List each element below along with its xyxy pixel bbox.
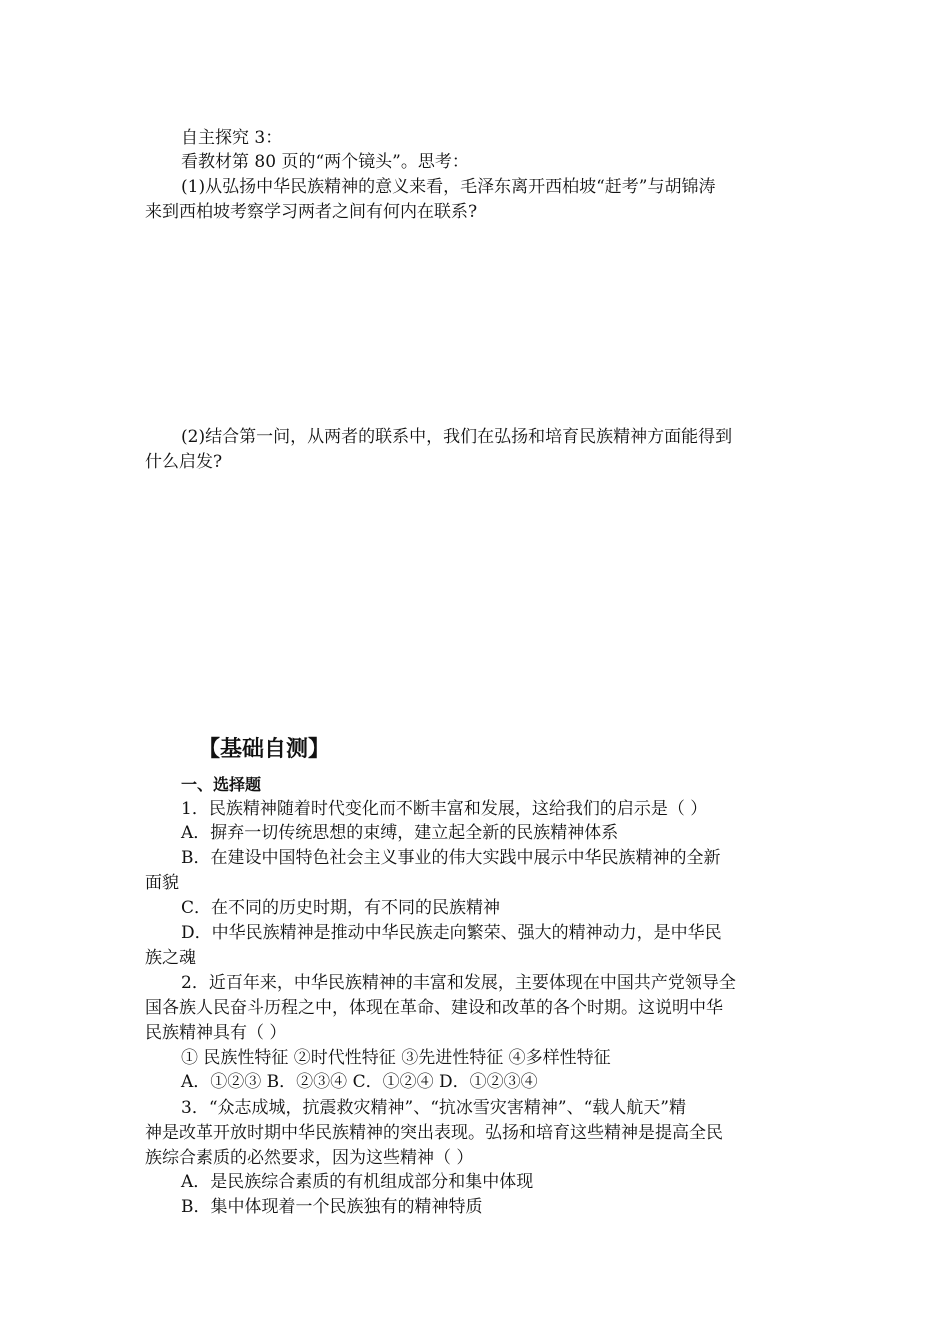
mc2-stem-line-3: 民族精神具有（ ） xyxy=(145,1023,287,1043)
mc2-options: A．①②③ B．②③④ C．①②④ D．①②③④ xyxy=(181,1072,538,1092)
explore-title: 自主探究 3： xyxy=(181,128,283,148)
question-1-line-2: 来到西柏坡考察学习两者之间有何内在联系? xyxy=(145,202,478,222)
section-heading: 【基础自测】 xyxy=(198,737,331,762)
mc2-stem-line-2: 国各族人民奋斗历程之中，体现在革命、建设和改革的各个时期。这说明中华 xyxy=(145,998,723,1018)
mc3-option-b: B．集中体现着一个民族独有的精神特质 xyxy=(181,1197,483,1217)
question-2-line-2: 什么启发? xyxy=(145,452,223,472)
mc1-option-d-line-2: 族之魂 xyxy=(145,948,196,968)
mc1-option-b-line-2: 面貌 xyxy=(145,873,179,893)
mc1-option-a: A．摒弃一切传统思想的束缚，建立起全新的民族精神体系 xyxy=(181,823,619,843)
subsection-title: 一、选择题 xyxy=(181,775,262,794)
mc2-items: ① 民族性特征 ②时代性特征 ③先进性特征 ④多样性特征 xyxy=(181,1048,611,1068)
mc3-stem-line-1: 3．“众志成城，抗震救灾精神”、“抗冰雪灾害精神”、“载人航天”精 xyxy=(181,1098,686,1118)
question-2-line-1: (2)结合第一问，从两者的联系中，我们在弘扬和培育民族精神方面能得到 xyxy=(181,427,733,447)
mc3-option-a: A．是民族综合素质的有机组成部分和集中体现 xyxy=(181,1172,534,1192)
mc3-stem-line-2: 神是改革开放时期中华民族精神的突出表现。弘扬和培育这些精神是提高全民 xyxy=(145,1123,723,1143)
mc1-stem: 1．民族精神随着时代变化而不断丰富和发展，这给我们的启示是（ ） xyxy=(181,799,708,819)
question-1-line-1: (1)从弘扬中华民族精神的意义来看，毛泽东离开西柏坡“赶考”与胡锦涛 xyxy=(181,177,716,197)
mc1-option-c: C．在不同的历史时期，有不同的民族精神 xyxy=(181,898,501,918)
mc1-option-d-line-1: D．中华民族精神是推动中华民族走向繁荣、强大的精神动力，是中华民 xyxy=(181,923,722,943)
mc1-option-b-line-1: B．在建设中国特色社会主义事业的伟大实践中展示中华民族精神的全新 xyxy=(181,848,721,868)
explore-intro: 看教材第 80 页的“两个镜头”。思考： xyxy=(181,152,469,172)
mc2-stem-line-1: 2．近百年来，中华民族精神的丰富和发展，主要体现在中国共产党领导全 xyxy=(181,973,736,993)
mc3-stem-line-3: 族综合素质的必然要求，因为这些精神（ ） xyxy=(145,1148,474,1168)
